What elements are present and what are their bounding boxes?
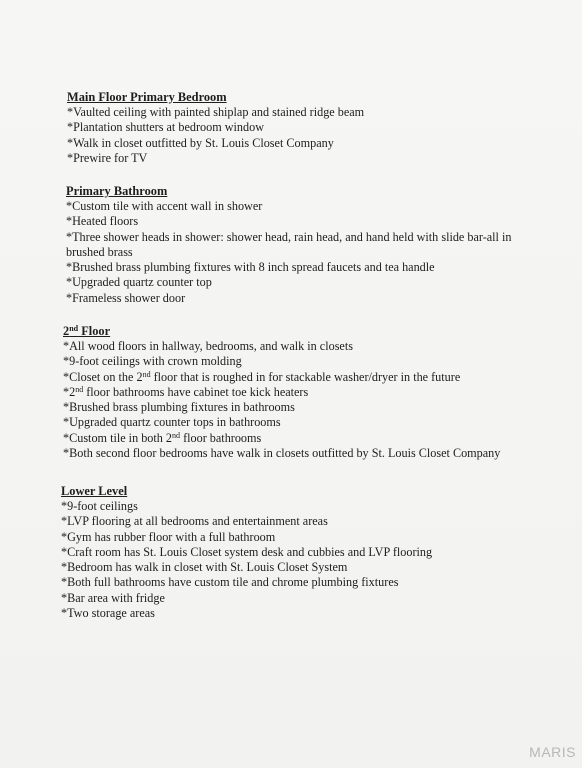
list-item: *All wood floors in hallway, bedrooms, and walk in closets bbox=[63, 339, 353, 353]
list-item: *Three shower heads in shower: shower head, rain head, and hand held with slide bar-all in brushed brass bbox=[66, 229, 512, 259]
section-primary-bathroom bbox=[66, 184, 546, 306]
item-ordinal: nd bbox=[75, 384, 84, 394]
section-heading bbox=[63, 324, 543, 339]
list-item: *Upgraded quartz counter tops in bathrooms bbox=[63, 415, 281, 430]
section-heading: Lower Level bbox=[61, 484, 128, 498]
list-item: *Custom tile with accent wall in shower bbox=[66, 199, 263, 213]
section-lower-level bbox=[61, 484, 541, 621]
list-item bbox=[63, 370, 543, 385]
maris-watermark: MARIS bbox=[529, 744, 576, 760]
list-item: *Walk in closet outfitted by St. Louis Closet Company bbox=[67, 135, 334, 150]
item-text: *2 bbox=[63, 384, 76, 399]
item-text: *Custom tile in both 2 bbox=[63, 430, 173, 445]
item-ordinal: nd bbox=[142, 369, 151, 379]
list-item: *Upgraded quartz counter top bbox=[66, 275, 212, 290]
list-item: *Heated floors bbox=[66, 214, 139, 229]
section-main-floor-primary-bedroom bbox=[67, 90, 547, 166]
list-item: *Frameless shower door bbox=[66, 290, 186, 305]
item-ordinal: nd bbox=[172, 430, 181, 440]
section-heading: Primary Bathroom bbox=[66, 184, 168, 198]
list-item: *Bar area with fridge bbox=[61, 590, 165, 605]
list-item: *9-foot ceilings bbox=[61, 499, 138, 513]
list-item: *Craft room has St. Louis Closet system desk and cubbies and LVP flooring bbox=[61, 544, 433, 559]
list-item bbox=[63, 431, 543, 446]
list-item: *Two storage areas bbox=[61, 606, 155, 621]
list-item: *Gym has rubber floor with a full bathroom bbox=[61, 529, 276, 544]
list-item: *Prewire for TV bbox=[67, 150, 148, 165]
heading-ordinal: nd bbox=[69, 324, 79, 333]
list-item: *Both full bathrooms have custom tile and chrome plumbing fixtures bbox=[61, 575, 399, 590]
list-item: *Bedroom has walk in closet with St. Louis Closet System bbox=[61, 560, 348, 575]
list-item: *Vaulted ceiling with painted shiplap and stained ridge beam bbox=[67, 105, 365, 119]
heading-number: 2 bbox=[63, 324, 70, 338]
item-text: *Closet on the 2 bbox=[63, 369, 143, 384]
section-heading: Main Floor Primary Bedroom bbox=[67, 90, 227, 104]
section-second-floor bbox=[63, 324, 543, 461]
list-item: *Brushed brass plumbing fixtures with 8 inch spread faucets and tea handle bbox=[66, 260, 435, 275]
list-item: *Plantation shutters at bedroom window bbox=[67, 120, 265, 135]
list-item: *9-foot ceilings with crown molding bbox=[63, 354, 242, 369]
item-text: floor that is roughed in for stackable washer/dryer in the future bbox=[150, 369, 461, 384]
heading-text: Floor bbox=[78, 324, 111, 338]
list-item bbox=[63, 385, 543, 400]
item-text: floor bathrooms bbox=[180, 430, 262, 445]
item-text: floor bathrooms have cabinet toe kick heaters bbox=[83, 384, 309, 399]
list-item: *LVP flooring at all bedrooms and entertainment areas bbox=[61, 514, 328, 529]
list-item: *Both second floor bedrooms have walk in closets outfitted by St. Louis Closet Company bbox=[63, 446, 501, 461]
list-item: *Brushed brass plumbing fixtures in bathrooms bbox=[63, 400, 295, 415]
